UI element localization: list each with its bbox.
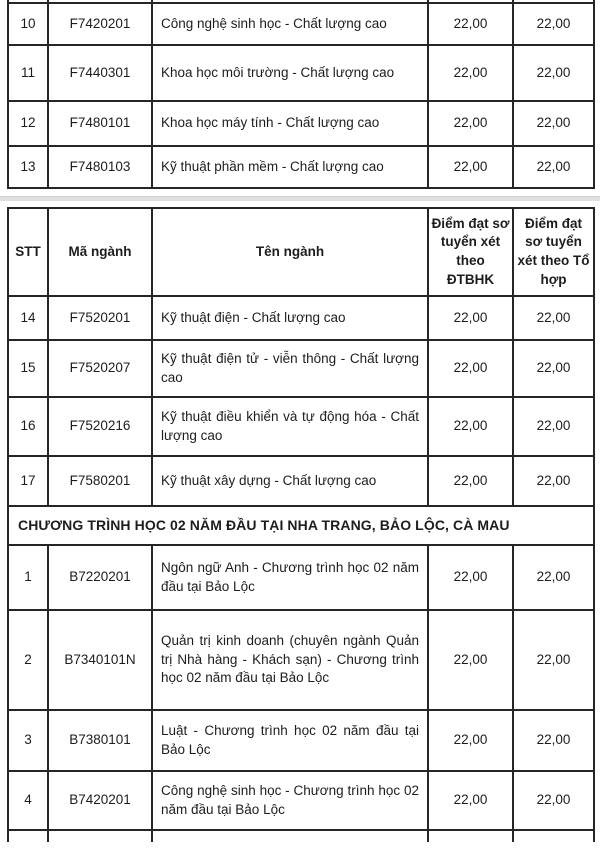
table-row — [8, 710, 594, 771]
empty-cell — [48, 830, 152, 842]
table-row — [8, 101, 594, 146]
score-tohop-cell: 22,00 — [513, 146, 594, 188]
major-code-cell: F7520216 — [48, 397, 152, 456]
table-row — [8, 771, 594, 830]
table-row — [8, 146, 594, 188]
stt-cell: 15 — [8, 340, 48, 397]
stt-cell: 16 — [8, 397, 48, 456]
major-code-cell: F7480103 — [48, 146, 152, 188]
stt-cell: 11 — [8, 45, 48, 101]
score-dtbhk-cell: 22,00 — [428, 397, 513, 456]
major-name-cell: Kỹ thuật điện tử - viễn thông - Chất lượng cao — [152, 340, 428, 397]
score-tohop-cell: 22,00 — [513, 101, 594, 146]
score-dtbhk-cell: 22,00 — [428, 610, 513, 710]
header-major-code: Mã ngành — [48, 208, 152, 296]
empty-cell — [8, 830, 48, 842]
major-code-cell: B7340101N — [48, 610, 152, 710]
score-dtbhk-cell: 22,00 — [428, 456, 513, 506]
major-code-cell: B7420201 — [48, 771, 152, 830]
table-row — [8, 456, 594, 506]
table-gap — [0, 189, 600, 207]
table-row — [8, 610, 594, 710]
page-divider — [0, 196, 600, 201]
table-row — [8, 397, 594, 456]
score-dtbhk-cell: 22,00 — [428, 340, 513, 397]
empty-cell — [152, 830, 428, 842]
score-tohop-cell: 22,00 — [513, 397, 594, 456]
score-tohop-cell: 22,00 — [513, 3, 594, 45]
stt-cell: 10 — [8, 3, 48, 45]
major-code-cell: F7520201 — [48, 296, 152, 340]
admission-score-table-lower — [7, 207, 595, 842]
stt-cell: 14 — [8, 296, 48, 340]
table-row — [8, 3, 594, 45]
score-tohop-cell: 22,00 — [513, 340, 594, 397]
section-title: CHƯƠNG TRÌNH HỌC 02 NĂM ĐẦU TẠI NHA TRANG, BẢO LỘC, CÀ MAU — [8, 506, 594, 545]
score-tohop-cell: 22,00 — [513, 610, 594, 710]
score-tohop-cell: 22,00 — [513, 296, 594, 340]
header-score-tohop: Điểm đạt sơ tuyển xét theo Tổ hợp — [513, 208, 594, 296]
major-code-cell: F7420201 — [48, 3, 152, 45]
major-code-cell: B7380101 — [48, 710, 152, 771]
table-row — [8, 296, 594, 340]
major-code-cell: F7580201 — [48, 456, 152, 506]
score-dtbhk-cell: 22,00 — [428, 545, 513, 610]
table-header-row — [8, 208, 594, 296]
major-code-cell: F7440301 — [48, 45, 152, 101]
empty-cell — [428, 830, 513, 842]
major-code-cell: F7520207 — [48, 340, 152, 397]
major-name-cell: Kỹ thuật xây dựng - Chất lượng cao — [152, 456, 428, 506]
section-header-row — [8, 506, 594, 545]
major-code-cell: F7480101 — [48, 101, 152, 146]
stt-cell: 12 — [8, 101, 48, 146]
score-dtbhk-cell: 22,00 — [428, 771, 513, 830]
major-name-cell: Kỹ thuật phần mềm - Chất lượng cao — [152, 146, 428, 188]
major-name-cell: Ngôn ngữ Anh - Chương trình học 02 năm đầu tại Bảo Lộc — [152, 545, 428, 610]
score-dtbhk-cell: 22,00 — [428, 45, 513, 101]
admission-score-table-upper — [7, 0, 595, 189]
score-tohop-cell: 22,00 — [513, 456, 594, 506]
score-tohop-cell: 22,00 — [513, 710, 594, 771]
stt-cell: 2 — [8, 610, 48, 710]
major-name-cell: Quản trị kinh doanh (chuyên ngành Quản trị Nhà hàng - Khách sạn) - Chương trình học 02 năm đầu tại Bảo Lộc — [152, 610, 428, 710]
score-dtbhk-cell: 22,00 — [428, 146, 513, 188]
major-name-cell: Khoa học máy tính - Chất lượng cao — [152, 101, 428, 146]
partial-row-bottom — [8, 830, 594, 842]
major-name-cell: Khoa học môi trường - Chất lượng cao — [152, 45, 428, 101]
score-dtbhk-cell: 22,00 — [428, 710, 513, 771]
score-tohop-cell: 22,00 — [513, 45, 594, 101]
score-dtbhk-cell: 22,00 — [428, 3, 513, 45]
major-name-cell: Kỹ thuật điện - Chất lượng cao — [152, 296, 428, 340]
major-name-cell: Kỹ thuật điều khiển và tự động hóa - Chất lượng cao — [152, 397, 428, 456]
score-tohop-cell: 22,00 — [513, 771, 594, 830]
major-name-cell: Công nghệ sinh học - Chương trình học 02 năm đầu tại Bảo Lộc — [152, 771, 428, 830]
score-dtbhk-cell: 22,00 — [428, 296, 513, 340]
score-dtbhk-cell: 22,00 — [428, 101, 513, 146]
table-row — [8, 45, 594, 101]
stt-cell: 4 — [8, 771, 48, 830]
major-name-cell: Công nghệ sinh học - Chất lượng cao — [152, 3, 428, 45]
stt-cell: 17 — [8, 456, 48, 506]
header-stt: STT — [8, 208, 48, 296]
header-score-dtbhk: Điểm đạt sơ tuyển xét theo ĐTBHK — [428, 208, 513, 296]
major-name-cell: Luật - Chương trình học 02 năm đầu tại Bảo Lộc — [152, 710, 428, 771]
stt-cell: 13 — [8, 146, 48, 188]
stt-cell: 1 — [8, 545, 48, 610]
stt-cell: 3 — [8, 710, 48, 771]
empty-cell — [513, 830, 594, 842]
table-row — [8, 545, 594, 610]
score-tohop-cell: 22,00 — [513, 545, 594, 610]
table-row — [8, 340, 594, 397]
major-code-cell: B7220201 — [48, 545, 152, 610]
header-major-name: Tên ngành — [152, 208, 428, 296]
